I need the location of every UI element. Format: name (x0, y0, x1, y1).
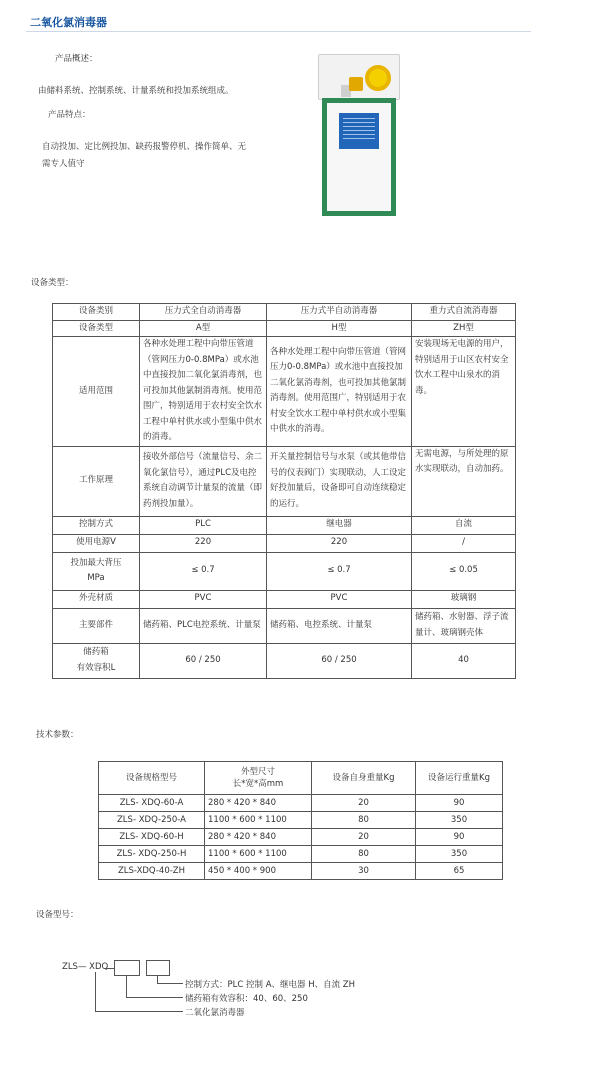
model-prefix: ZLS— XDQ (62, 962, 109, 972)
metering-head (349, 77, 363, 91)
table-cell: 220 (140, 534, 267, 552)
page-title: 二氧化氯消毒器 (30, 16, 107, 29)
row-label-line: 投加最大背压 (70, 557, 122, 568)
tech-params-table (98, 761, 503, 880)
features-heading: 产品特点： (48, 110, 91, 120)
table-cell: H型 (267, 320, 412, 337)
table-cell: 接收外部信号（流量信号、余二氧化氯信号），通过PLC及电控系统自动调节计量泵的流量（即药剂投加量）。 (140, 446, 267, 516)
table-cell: 65 (416, 863, 503, 880)
features-line-1: 自动投加、定比例投加、缺药报警停机、操作简单、无 (42, 142, 247, 152)
model-code-heading: 设备型号： (36, 910, 79, 920)
cabinet-body (322, 98, 396, 216)
table-cell: 玻璃钢 (412, 590, 516, 608)
row-label: 设备类型 (53, 320, 140, 337)
table-header-cell (205, 762, 312, 795)
table-cell: ZLS- XDQ-60-H (99, 829, 205, 846)
table-row (99, 846, 503, 863)
row-label-line: MPa (87, 573, 105, 583)
connector-line (104, 968, 114, 969)
connector-line (126, 975, 127, 997)
control-label: 控制方式：PLC 控制 A、继电器 H、自流 ZH (185, 980, 356, 990)
table-row (53, 337, 516, 447)
connector-line (126, 997, 183, 998)
equipment-types-heading: 设备类型： (31, 278, 74, 288)
features-line-2: 需专人值守 (42, 159, 85, 169)
volume-label: 储药箱有效容积：40、60、250 (185, 994, 308, 1004)
table-cell: PVC (140, 590, 267, 608)
table-cell: 350 (416, 846, 503, 863)
table-cell: 90 (416, 829, 503, 846)
table-cell: 1100 * 600 * 1100 (205, 812, 312, 829)
connector-line (95, 1011, 183, 1012)
table-row (53, 446, 516, 516)
table-row (99, 829, 503, 846)
table-header-cell: 设备规格型号 (99, 762, 205, 795)
table-row (53, 552, 516, 590)
control-panel (339, 113, 379, 149)
row-label-line: 储药箱 (83, 647, 109, 657)
table-cell: ≤ 0.7 (267, 552, 412, 590)
table-cell: 280 * 420 * 840 (205, 829, 312, 846)
table-row (53, 516, 516, 534)
row-label: 工作原理 (53, 446, 140, 516)
table-header-row (53, 304, 516, 321)
tank-lid (318, 54, 400, 100)
control-code-box (146, 960, 170, 976)
table-cell: 储药箱、水射器、浮子流量计、玻璃钢壳体 (412, 608, 516, 643)
table-cell: ≤ 0.7 (140, 552, 267, 590)
table-cell: 280 * 420 * 840 (205, 795, 312, 812)
table-cell: 储药箱、PLC电控系统、计量泵 (140, 608, 267, 643)
table-header-cell: 设备类别 (53, 304, 140, 321)
title-divider (26, 31, 531, 32)
table-cell: PLC (140, 516, 267, 534)
row-label: 控制方式 (53, 516, 140, 534)
table-header-row (99, 762, 503, 795)
table-cell: ≤ 0.05 (412, 552, 516, 590)
row-label: 适用范围 (53, 337, 140, 447)
table-cell: 各种水处理工程中向带压管道（管网压力0-0.8MPa）或水池中直接投加二氧化氯消毒剂，也可投加其他氯制消毒剂。使用范围广，特别适用于农村安全饮水工程中单村供水或小型集中供水的消毒。 (267, 337, 412, 447)
table-cell: 80 (312, 812, 416, 829)
table-cell: ZLS- XDQ-250-H (99, 846, 205, 863)
overview-text: 由储料系统、控制系统、计量系统和投加系统组成。 (38, 86, 234, 96)
table-cell: 40 (412, 643, 516, 678)
table-cell: 各种水处理工程中向带压管道（管网压力0-0.8MPa）或水池中直接投加二氧化氯消毒剂，也可投加其他氯制消毒剂。使用范围广，特别适用于农村安全饮水工程中单村供水或小型集中供水的消毒。 (140, 337, 267, 447)
table-cell: 储药箱、电控系统、计量泵 (267, 608, 412, 643)
table-cell: A型 (140, 320, 267, 337)
table-header-cell: 重力式自流消毒器 (412, 304, 516, 321)
table-header-cell: 设备运行重量Kg (416, 762, 503, 795)
table-cell: 继电器 (267, 516, 412, 534)
volume-code-box (114, 960, 140, 976)
product-image (314, 52, 404, 220)
table-cell: 90 (416, 795, 503, 812)
table-cell: 80 (312, 846, 416, 863)
table-cell: 450 * 400 * 900 (205, 863, 312, 880)
table-cell: ZLS-XDQ-40-ZH (99, 863, 205, 880)
row-label: 外壳材质 (53, 590, 140, 608)
table-cell: 开关量控制信号与水泵（或其他带信号的仪表阀门）实现联动，人工设定好投加量后，设备即可自动连续稳定的运行。 (267, 446, 412, 516)
table-cell: 安装现场无电源的用户，特别适用于山区农村安全饮水工程中山泉水的消毒。 (412, 337, 516, 447)
table-cell: 30 (312, 863, 416, 880)
table-cell: 60 / 250 (140, 643, 267, 678)
table-cell: ZLS- XDQ-60-A (99, 795, 205, 812)
table-cell: 220 (267, 534, 412, 552)
table-cell: 1100 * 600 * 1100 (205, 846, 312, 863)
row-label-line: 有效容积L (76, 662, 116, 673)
row-label: 主要部件 (53, 608, 140, 643)
table-row (53, 643, 516, 678)
table-cell: ZH型 (412, 320, 516, 337)
table-cell: 60 / 250 (267, 643, 412, 678)
table-header-cell: 设备自身重量Kg (312, 762, 416, 795)
table-cell: / (412, 534, 516, 552)
table-cell: 20 (312, 795, 416, 812)
overview-heading: 产品概述： (55, 54, 98, 64)
table-cell: PVC (267, 590, 412, 608)
connector-line (157, 975, 158, 983)
row-label (53, 643, 140, 678)
table-row (53, 534, 516, 552)
product-name-label: 二氧化氯消毒器 (185, 1008, 245, 1018)
table-row (99, 863, 503, 880)
table-row (99, 795, 503, 812)
table-header-cell: 压力式半自动消毒器 (267, 304, 412, 321)
table-row (53, 590, 516, 608)
table-cell: 20 (312, 829, 416, 846)
connector-line (95, 972, 96, 1011)
table-header-cell: 压力式全自动消毒器 (140, 304, 267, 321)
table-row (53, 320, 516, 337)
tech-params-heading: 技术参数： (36, 730, 79, 740)
metering-pump (365, 65, 391, 91)
table-row (99, 812, 503, 829)
table-row (53, 608, 516, 643)
equipment-types-table (52, 303, 516, 679)
header-line: 外型尺寸 (240, 767, 275, 777)
connector-line (157, 983, 183, 984)
table-cell: 自流 (412, 516, 516, 534)
header-line: 长*宽*高mm (232, 779, 284, 789)
table-cell: 无需电源，与所处理的原水实现联动，自动加药。 (412, 446, 516, 516)
row-label (53, 552, 140, 590)
table-cell: 350 (416, 812, 503, 829)
table-cell: ZLS- XDQ-250-A (99, 812, 205, 829)
row-label: 使用电源V (53, 534, 140, 552)
